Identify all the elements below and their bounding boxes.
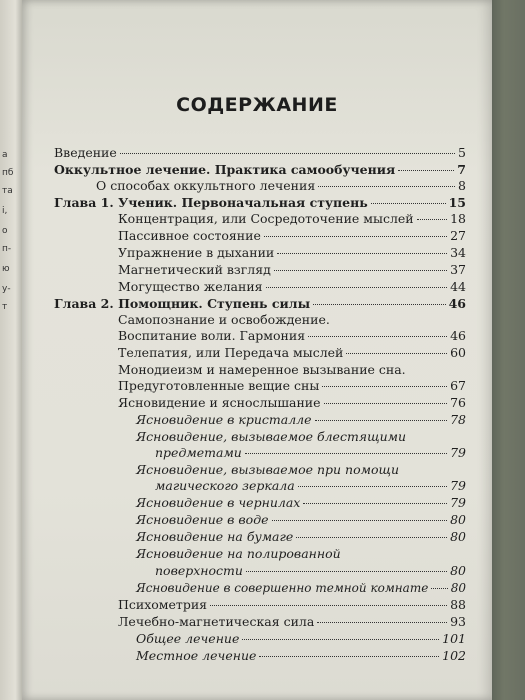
toc-entry-page: 101 — [442, 631, 466, 646]
dot-leader — [308, 336, 447, 337]
toc-entry-page: 44 — [450, 279, 466, 294]
dot-leader — [317, 622, 447, 623]
toc-entry — [136, 495, 466, 511]
toc-entry-title: Глава 2. Помощник. Ступень силы — [54, 296, 311, 311]
dot-leader — [318, 186, 455, 187]
dot-leader — [298, 486, 447, 487]
dot-leader — [346, 353, 447, 354]
table-of-contents — [22, 0, 492, 700]
toc-entry-title: Самопознание и освобождение. — [118, 312, 330, 327]
toc-entry-title: магического зеркала — [155, 478, 295, 493]
toc-entry-page: 60 — [450, 345, 466, 360]
toc-entry — [96, 178, 466, 194]
toc-entry-page: 5 — [458, 145, 466, 160]
left-page-fragment: а — [2, 150, 8, 160]
dot-leader — [431, 588, 447, 589]
toc-entry-page: 15 — [448, 195, 466, 210]
toc-entry-page: 79 — [450, 495, 466, 510]
toc-entry — [118, 395, 466, 411]
toc-entry — [118, 345, 466, 361]
toc-entry — [136, 580, 466, 596]
toc-entry-title: Ясновидение, вызываемое при помощи — [136, 462, 400, 477]
toc-entry-title: поверхности — [155, 563, 243, 578]
toc-entry-title: Могущество желания — [118, 279, 263, 294]
toc-entry-title: Телепатия, или Передача мыслей — [118, 345, 344, 360]
toc-entry-title: Ясновидение на полированной — [136, 546, 341, 561]
background-surface — [490, 0, 525, 700]
toc-entry — [118, 597, 466, 613]
toc-entry-title: Магнетический взгляд — [118, 262, 271, 277]
toc-entry-title: Воспитание воли. Гармония — [118, 328, 306, 343]
dot-leader — [246, 571, 447, 572]
toc-entry-title: Глава 1. Ученик. Первоначальная ступень — [54, 195, 368, 210]
toc-entry-title: Ясновидение и яснослышание — [118, 395, 321, 410]
dot-leader — [371, 203, 446, 204]
toc-entry — [54, 195, 466, 211]
toc-entry-title: Введение — [54, 145, 117, 160]
page-title: СОДЕРЖАНИЕ — [176, 94, 338, 116]
dot-leader — [315, 420, 448, 421]
toc-entry-title: Ясновидение в совершенно темной комнате — [136, 581, 429, 595]
toc-entry-page: 88 — [450, 597, 466, 612]
dot-leader — [266, 287, 448, 288]
toc-entry — [118, 328, 466, 344]
dot-leader — [210, 605, 447, 606]
toc-entry-title: Упражнение в дыхании — [118, 245, 275, 260]
toc-entry-title: Лечебно-магнетическая сила — [118, 614, 315, 629]
dot-leader — [245, 453, 447, 454]
toc-entry-title: Ясновидение на бумаге — [136, 529, 294, 544]
toc-entry-title: Ясновидение в воде — [136, 512, 269, 527]
dot-leader — [264, 236, 447, 237]
toc-entry-title: Ясновидение в кристалле — [136, 412, 312, 427]
dot-leader — [274, 270, 447, 271]
toc-entry — [54, 296, 466, 312]
toc-entry-page: 46 — [448, 296, 466, 311]
toc-entry-title: О способах оккультного лечения — [96, 178, 316, 193]
toc-entry-page: 80 — [450, 512, 466, 527]
dot-leader — [303, 503, 447, 504]
toc-entry-page: 18 — [450, 211, 466, 226]
toc-entry-title: Психометрия — [118, 597, 208, 612]
dot-leader — [242, 639, 439, 640]
toc-entry-title: Оккультное лечение. Практика самообучения — [54, 162, 396, 177]
toc-entry — [118, 614, 466, 630]
toc-entry — [118, 245, 466, 261]
toc-entry-page: 46 — [450, 328, 466, 343]
toc-entry-title: Концентрация, или Сосредоточение мыслей — [118, 211, 414, 226]
toc-entry-page: 93 — [450, 614, 466, 629]
toc-entry — [136, 648, 466, 664]
toc-entry-title: Монодиеизм и намеренное вызывание сна. — [118, 362, 406, 377]
toc-entry — [118, 262, 466, 278]
left-page-fragment: о — [2, 226, 8, 236]
toc-entry — [155, 478, 466, 494]
book-page — [22, 0, 492, 700]
toc-entry-page: 27 — [450, 228, 466, 243]
left-page-edge — [0, 0, 22, 700]
toc-entry-page: 76 — [450, 395, 466, 410]
toc-entry — [136, 529, 466, 545]
toc-entry — [54, 162, 466, 178]
toc-entry-page: 80 — [450, 529, 466, 544]
toc-entry — [136, 512, 466, 528]
dot-leader — [324, 403, 448, 404]
dot-leader — [398, 170, 454, 171]
dot-leader — [313, 304, 445, 305]
toc-entry — [155, 445, 466, 461]
toc-entry-title: Ясновидение в чернилах — [136, 495, 301, 510]
dot-leader — [322, 386, 447, 387]
dot-leader — [272, 520, 448, 521]
toc-entry — [118, 378, 466, 394]
toc-entry — [118, 228, 466, 244]
toc-entry-page: 34 — [450, 245, 466, 260]
toc-entry-page: 102 — [442, 648, 466, 663]
left-page-fragment: т — [2, 302, 8, 312]
toc-entry-page: 79 — [450, 445, 466, 460]
left-page-fragment: ю — [2, 264, 10, 274]
dot-leader — [417, 219, 447, 220]
dot-leader — [277, 253, 447, 254]
toc-entry-page: 80 — [450, 581, 466, 595]
toc-entry — [155, 563, 466, 579]
dot-leader — [259, 656, 439, 657]
toc-entry — [118, 211, 466, 227]
left-page-fragment: та — [2, 186, 13, 196]
toc-entry-page: 7 — [457, 162, 466, 177]
toc-entry-page: 67 — [450, 378, 466, 393]
toc-entry — [118, 279, 466, 295]
toc-entry-page: 37 — [450, 262, 466, 277]
toc-entry-title: Ясновидение, вызываемое блестящими — [136, 429, 407, 444]
left-page-fragment: у- — [2, 284, 11, 294]
toc-entry-page: 80 — [450, 563, 466, 578]
toc-entry-page: 78 — [450, 412, 466, 427]
toc-entry-title: Местное лечение — [136, 648, 257, 663]
left-page-fragment: пб — [2, 168, 14, 178]
toc-entry-page: 8 — [458, 178, 466, 193]
toc-entry — [136, 631, 466, 647]
toc-entry-title: Общее лечение — [136, 631, 240, 646]
dot-leader — [120, 153, 455, 154]
toc-entry-page: 79 — [450, 478, 466, 493]
toc-entry — [136, 412, 466, 428]
left-page-fragment: і, — [2, 206, 8, 216]
left-page-fragment: п- — [2, 244, 12, 254]
toc-entry-title: предметами — [155, 445, 242, 460]
toc-entry — [54, 145, 466, 161]
dot-leader — [296, 537, 447, 538]
toc-entry-title: Пассивное состояние — [118, 228, 261, 243]
toc-entry-title: Предуготовленные вещие сны — [118, 378, 320, 393]
